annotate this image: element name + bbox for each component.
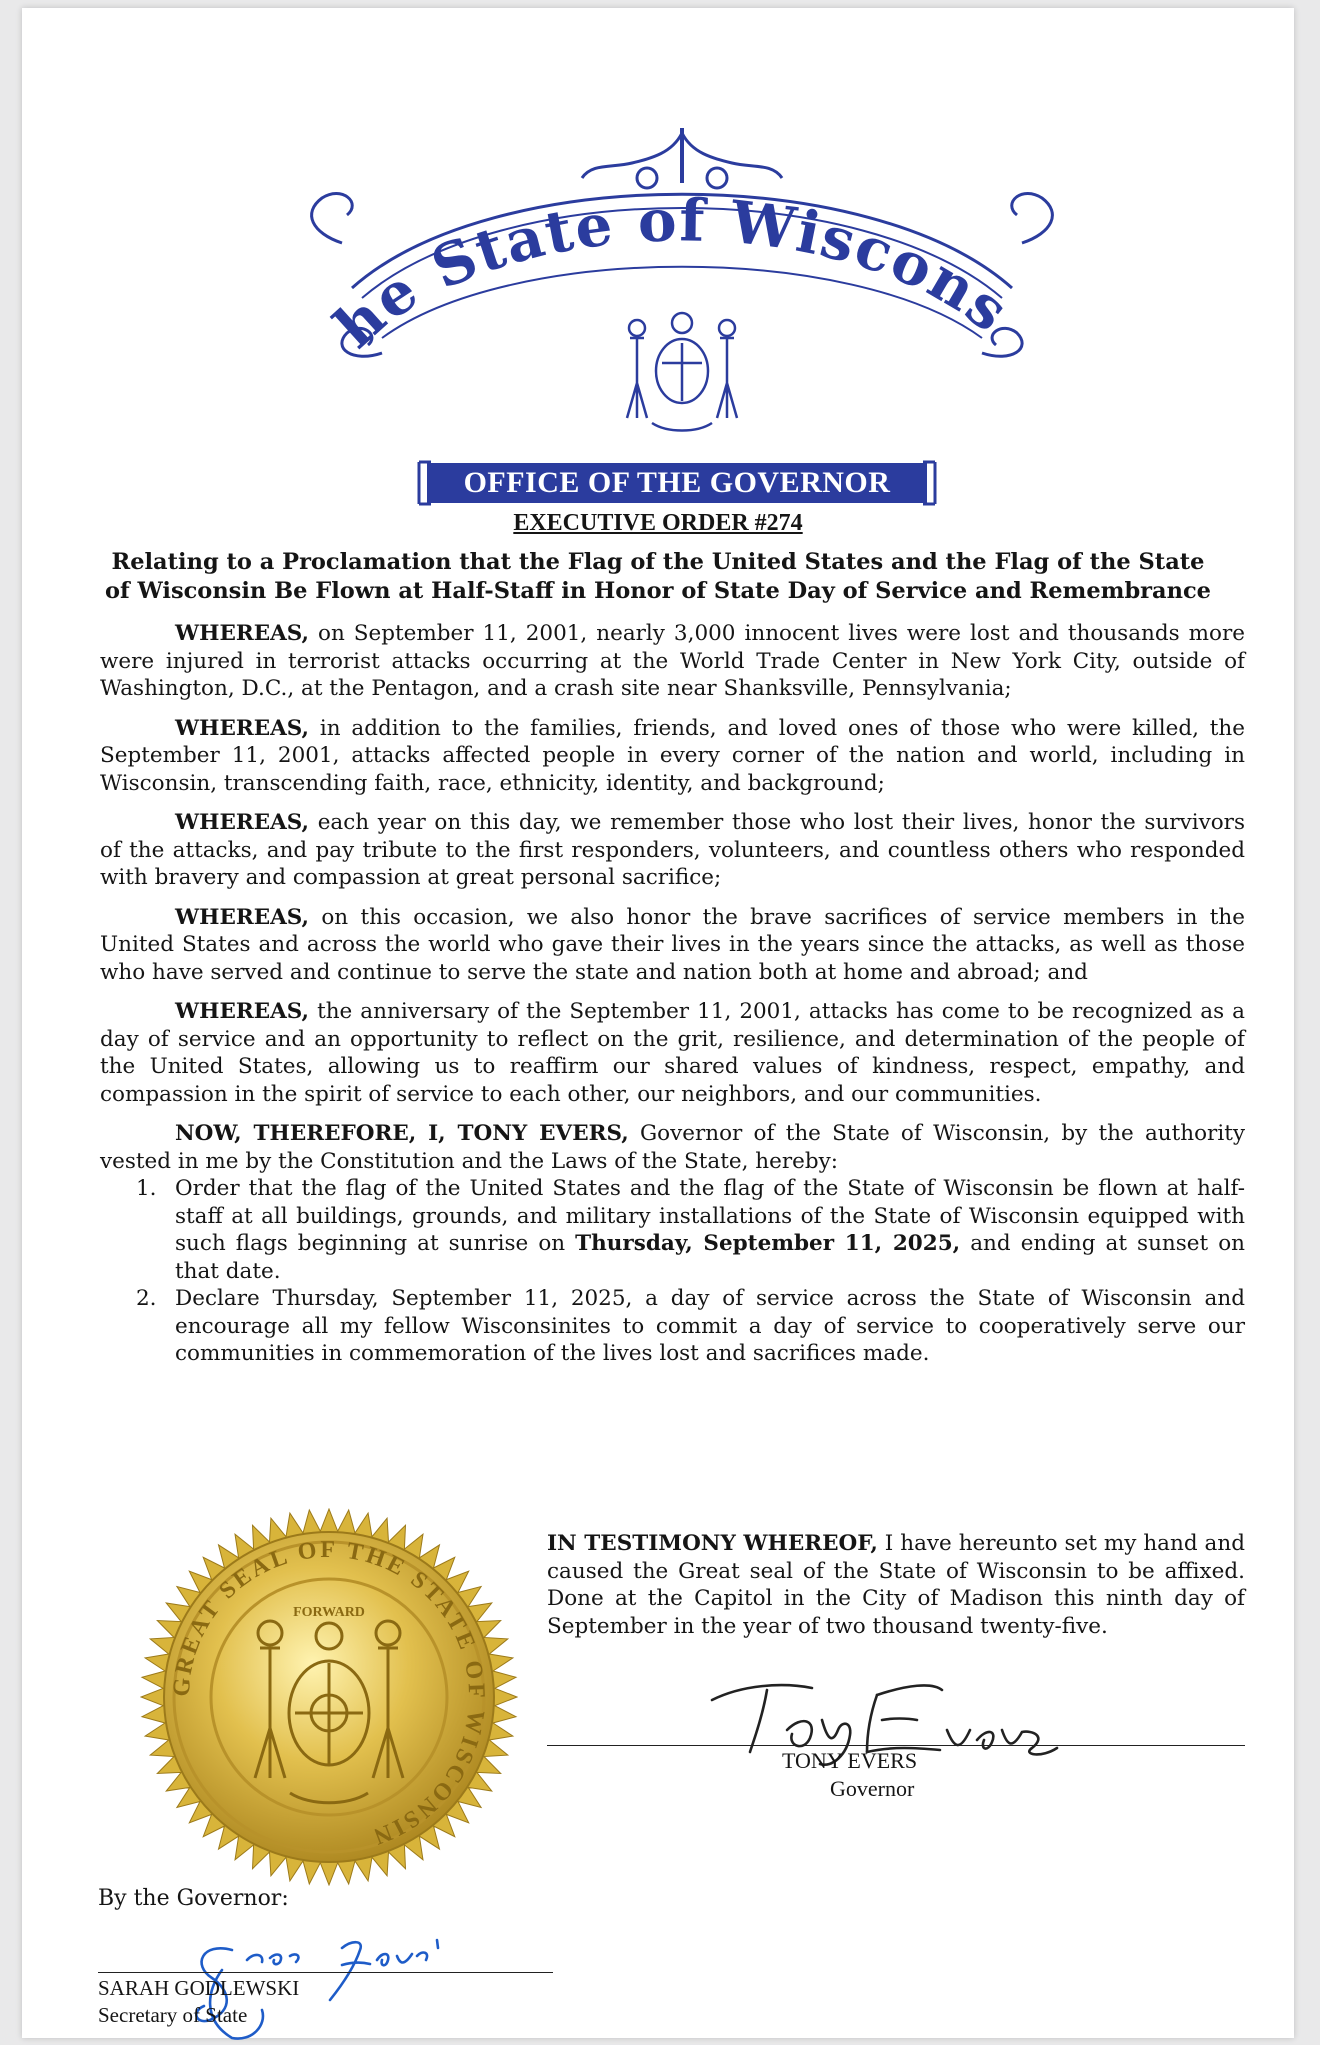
svg-text:Sarah Godlewski: Sarah Godlewski [192, 1930, 201, 1931]
governor-title: Governor [830, 1776, 915, 1801]
order-title [102, 548, 1214, 606]
svg-text:FORWARD: FORWARD [293, 1605, 365, 1620]
by-governor-label: By the Governor: [98, 1886, 289, 1911]
great-seal [140, 1508, 518, 1886]
letterhead-heading: he State of Wiscons [321, 186, 1023, 362]
list-item: 2. Declare Thursday, September 11, 2025, a day of service across the State of Wisconsin and encourage all my fellow Wisconsinites to commit a day of service to cooperatively serve our communities in commemoration of the lives lost and sacrifices made. [136, 1286, 1245, 1366]
whereas-clause: WHEREAS, on September 11, 2001, nearly 3,000 innocent lives were lost and thousands more were injured in terrorist attacks occurring at the World Trade Center in New York City, outside of Washington, D.C., at the Pentagon, and a crash site near Shanksville, Pennsylvania; [100, 621, 1245, 701]
coat-of-arms-icon [627, 313, 737, 431]
document-page [22, 8, 1294, 2038]
office-title: OFFICE OF THE GOVERNOR [463, 466, 891, 499]
letterhead-banner [292, 123, 1072, 443]
whereas-clause: WHEREAS, each year on this day, we remember those who lost their lives, honor the survivors of the attacks, and pay tribute to the first responders, volunteers, and countless others who responded with bravery and compassion at great personal sacrifice; [100, 810, 1245, 890]
testimony-clause: IN TESTIMONY WHEREOF, I have hereunto set my hand and caused the Great seal of the State of Wisconsin to be affixed. Done at the Capitol in the City of Madison this ninth day of September in the year of two thousand twenty-five. [547, 1531, 1245, 1639]
order-title-line-2: of Wisconsin Be Flown at Half-Staff in Honor of State Day of Service and Remembrance [105, 578, 1211, 604]
whereas-clause: WHEREAS, on this occasion, we also honor the brave sacrifices of service members in the United States and across the world who gave their lives in the years since the attacks, as well as those who have served and continue to serve the state and nation both at home and abroad; and [100, 904, 1245, 985]
secretary-signature-line [98, 1972, 553, 1973]
secretary-name: SARAH GODLEWSKI [98, 1976, 300, 2000]
secretary-title: Secretary of State [98, 2003, 248, 2027]
governor-signature-line [547, 1745, 1245, 1746]
letterhead [292, 123, 1072, 443]
executive-order-number: EXECUTIVE ORDER #274 [513, 510, 803, 536]
svg-text:Tony Evers: Tony Evers [692, 1660, 698, 1661]
governor-name: TONY EVERS [782, 1748, 918, 1773]
whereas-clause: WHEREAS, in addition to the families, friends, and loved ones of those who were killed, the September 11, 2001, attacks affected people in every corner of the nation and world, including in Wisconsin, transcending faith, race, ethnicity, identity, and background; [100, 715, 1245, 796]
now-therefore-clause: NOW, THEREFORE, I, TONY EVERS, Governor of the State of Wisconsin, by the authority vested in me by the Constitution and the Laws of the State, hereby: [100, 1121, 1245, 1174]
whereas-clause: WHEREAS, the anniversary of the September 11, 2001, attacks has come to be recognized as a day of service and an opportunity to reflect on the grit, resilience, and determination of the people of the United States, allowing us to reaffirm our shared values of kindness, respect, empathy, and compassion in the spirit of service to each other, our neighbors, and our communities. [100, 999, 1245, 1107]
order-list [100, 1175, 1245, 1368]
office-banner [417, 460, 937, 506]
svg-text:GREAT SEAL OF THE STATE OF WIS: GREAT SEAL OF THE STATE OF WISCONSIN [168, 1536, 490, 1851]
list-item: 1. Order that the flag of the United States and the flag of the State of Wisconsin be flown at half-staff at all buildings, grounds, and military installations of the State of Wisconsin equipped with such flags beginning at sunrise on Thursday, September 11, 2025, and ending at sunset on that date. [136, 1176, 1246, 1284]
great-seal-icon [140, 1508, 518, 1886]
order-title-line-1: Relating to a Proclamation that the Flag of the United States and the Flag of the State [111, 549, 1205, 575]
order-body [100, 620, 1245, 1368]
